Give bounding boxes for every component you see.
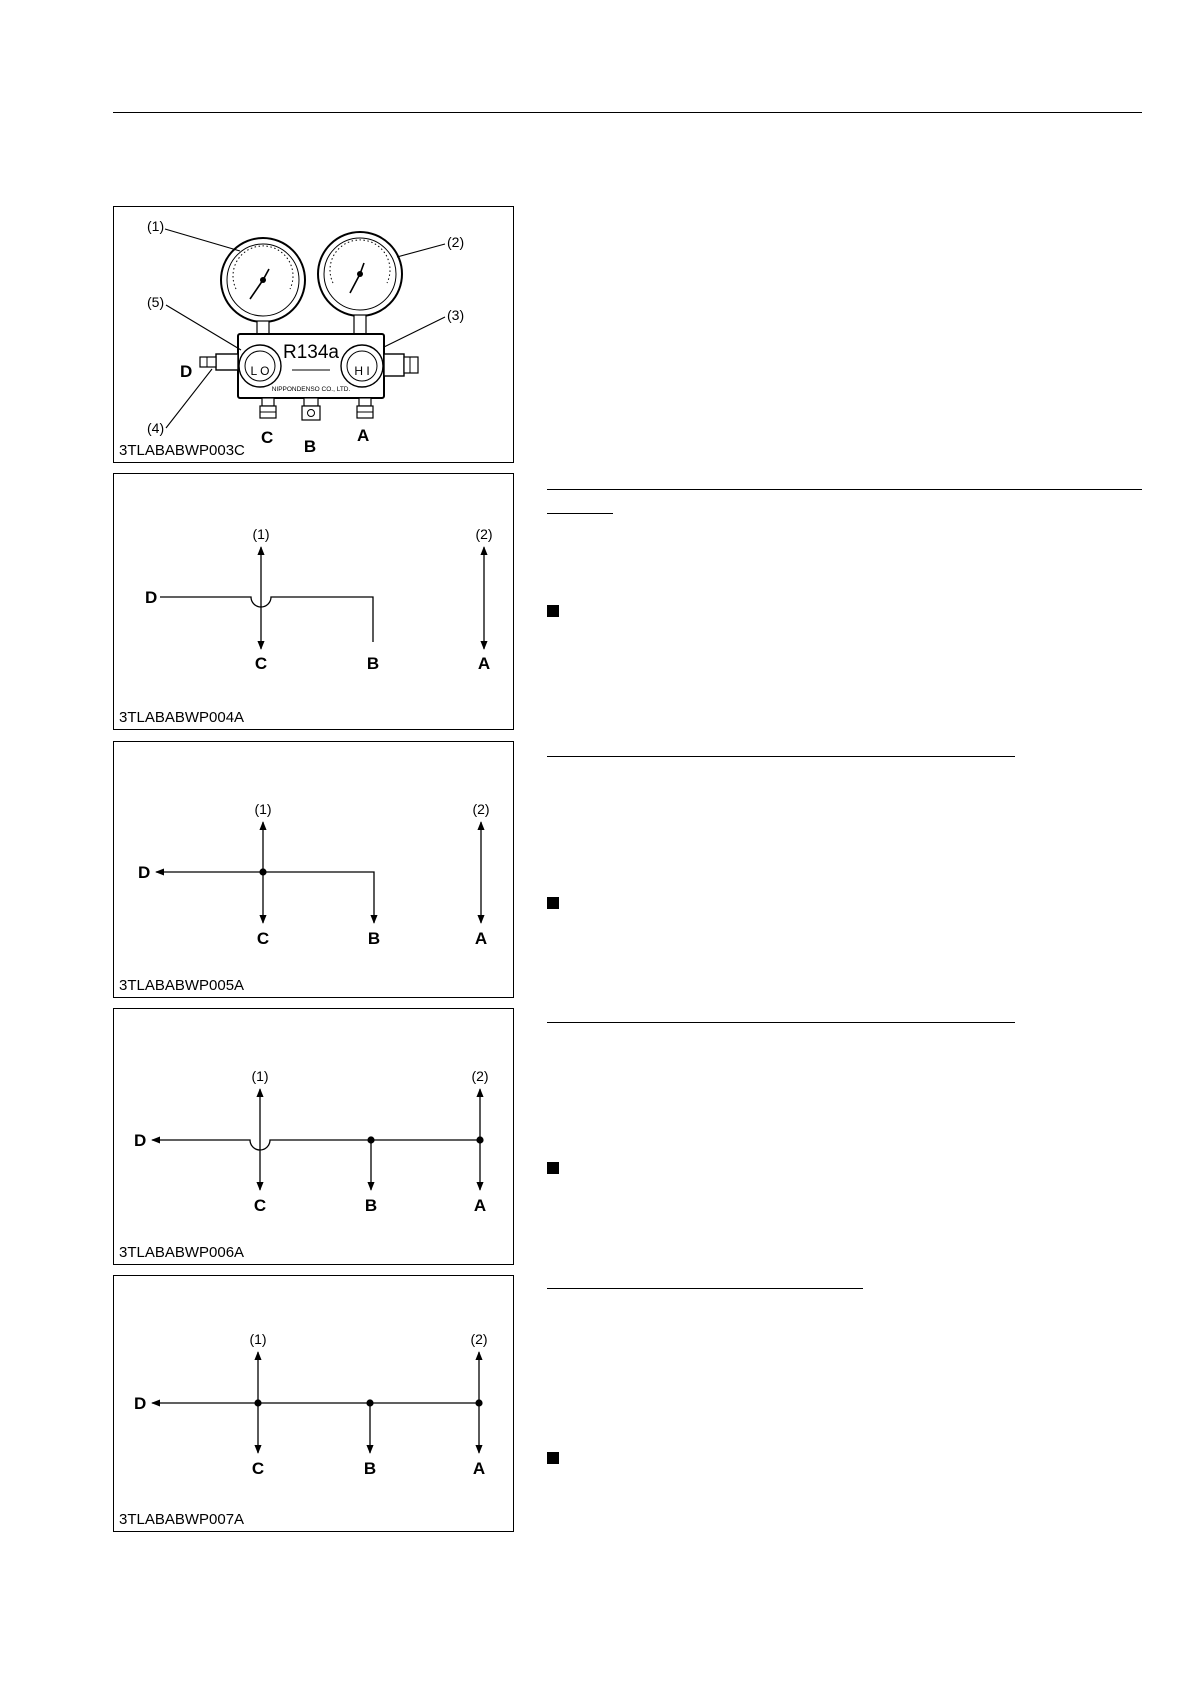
- callout-1: (1): [254, 801, 272, 817]
- junction-node-c: [254, 1399, 261, 1406]
- port-label-a: A: [477, 654, 491, 673]
- port-label-a: A: [473, 1196, 487, 1215]
- junction-node-a: [475, 1399, 482, 1406]
- callout-1: (1): [252, 526, 270, 542]
- junction-node-b: [366, 1399, 373, 1406]
- junction-node-a: [476, 1136, 483, 1143]
- figure-manifold-gauge: [113, 206, 514, 463]
- bullet-marker-3: [547, 1162, 559, 1174]
- port-label-c: C: [254, 654, 268, 673]
- port-label-d: D: [138, 863, 151, 882]
- callout-3: (3): [447, 307, 465, 323]
- figure-code: 3TLABABWP003C: [119, 442, 245, 459]
- high-knob-label: H I: [354, 364, 370, 378]
- port-label-d: D: [134, 1131, 147, 1150]
- junction-node-b: [367, 1136, 374, 1143]
- callout-2: (2): [475, 526, 493, 542]
- path-to-d: [152, 1140, 480, 1150]
- callout-1: (1): [147, 218, 165, 234]
- maker-label: NIPPONDENSO CO., LTD.: [271, 386, 351, 393]
- low-knob-label: L O: [250, 364, 270, 378]
- left-coupler: [200, 354, 238, 370]
- path-to-b: [263, 872, 374, 923]
- junction-node: [259, 868, 266, 875]
- port-label-a: A: [357, 426, 370, 445]
- manifold-gauge-illustration: [114, 207, 514, 463]
- figure-code: 3TLABABWP004A: [119, 709, 245, 726]
- callout-1: (1): [249, 1331, 267, 1347]
- callout-2: (2): [471, 1068, 489, 1084]
- high-pressure-gauge: [318, 232, 402, 335]
- bullet-marker-1: [547, 605, 559, 617]
- port-label-d: D: [180, 362, 193, 381]
- port-label-a: A: [472, 1459, 486, 1478]
- callout-2: (2): [447, 234, 465, 250]
- figure-code: 3TLABABWP006A: [119, 1244, 245, 1261]
- bullet-marker-2: [547, 897, 559, 909]
- port-label-c: C: [253, 1196, 267, 1215]
- bullet-marker-4: [547, 1452, 559, 1464]
- port-label-b: B: [366, 654, 380, 673]
- right-coupler: [384, 354, 418, 376]
- port-label-b: B: [303, 437, 317, 456]
- manifold-body: [238, 334, 384, 398]
- section-rule-2: [547, 756, 1015, 757]
- port-label-d: D: [145, 588, 158, 607]
- callout-2: (2): [470, 1331, 488, 1347]
- port-label-b: B: [367, 929, 381, 948]
- callout-5: (5): [147, 294, 165, 310]
- port-label-b: B: [363, 1459, 377, 1478]
- bottom-fittings: [260, 398, 373, 420]
- port-label-c: C: [256, 929, 270, 948]
- flow-diagram-3: [113, 741, 514, 998]
- port-label-a: A: [474, 929, 488, 948]
- low-pressure-gauge: [221, 238, 305, 335]
- header-rule: [113, 112, 1142, 113]
- callout-1: (1): [251, 1068, 269, 1084]
- port-label-c: C: [261, 428, 274, 447]
- refrigerant-label: R134a: [283, 342, 339, 363]
- path-d-b: [160, 597, 373, 642]
- callout-2: (2): [472, 801, 490, 817]
- figure-code: 3TLABABWP007A: [119, 1511, 245, 1528]
- port-label-c: C: [251, 1459, 265, 1478]
- flow-diagram-4: [113, 1008, 514, 1265]
- callout-4: (4): [147, 420, 165, 436]
- section-rule-1-underline: [547, 513, 613, 514]
- section-rule-3: [547, 1022, 1015, 1023]
- flow-diagram-5: [113, 1275, 514, 1532]
- port-label-d: D: [134, 1394, 147, 1413]
- section-rule-4: [547, 1288, 863, 1289]
- section-rule-1: [547, 489, 1142, 490]
- port-label-b: B: [364, 1196, 378, 1215]
- flow-diagram-2: [113, 473, 514, 730]
- figure-code: 3TLABABWP005A: [119, 977, 245, 994]
